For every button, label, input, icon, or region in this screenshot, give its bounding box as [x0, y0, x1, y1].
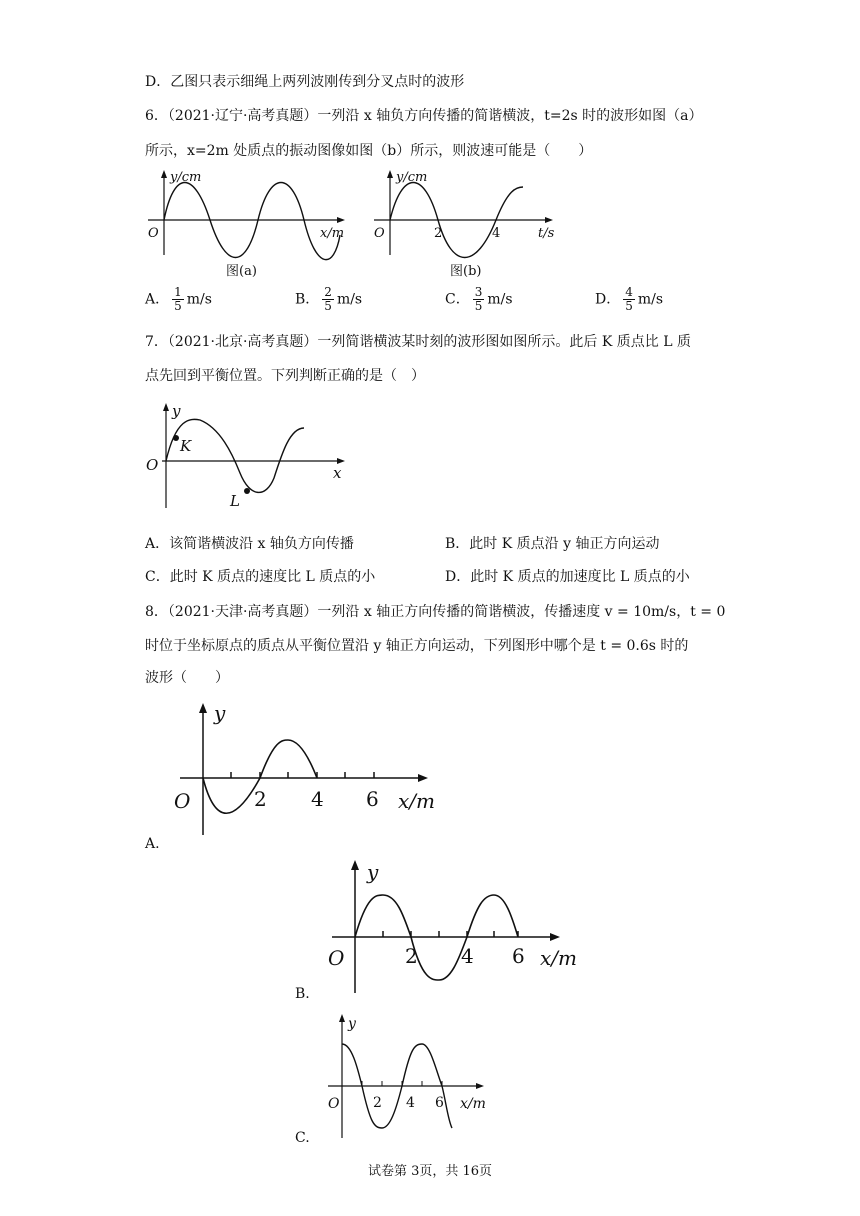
q8c-tick-2: 2: [373, 1095, 382, 1111]
q8b-origin: O: [328, 946, 345, 970]
q8a-origin: O: [174, 789, 191, 813]
q8-stem-line3: 波形（ ）: [145, 670, 229, 686]
q8-stem-line1: 8．（2021·天津·高考真题）一列沿 x 轴正方向传播的简谐横波，传播速度 v = 10m/s，t = 0: [145, 604, 726, 620]
q8c-origin: O: [328, 1096, 340, 1112]
q8-option-b-label: B.: [295, 986, 310, 1002]
q7-figure: [140, 398, 360, 513]
q6a-caption: 图(a): [226, 264, 257, 279]
q8a-tick-4: 4: [311, 787, 324, 811]
q8c-tick-4: 4: [406, 1095, 415, 1111]
q8b-tick-4: 4: [461, 944, 474, 968]
q7-option-d: D．此时 K 质点的加速度比 L 质点的小: [445, 569, 690, 585]
q8-figure-c: [320, 1010, 495, 1140]
q8a-ylabel: y: [214, 701, 226, 725]
q6b-tick-2: 2: [434, 226, 443, 241]
q5-option-d: D．乙图只表示细绳上两列波刚传到分叉点时的波形: [145, 74, 465, 90]
q6a-origin: O: [148, 226, 159, 241]
q6a-xlabel: x/m: [320, 226, 345, 241]
q6-option-b: B． $\frac{2}{5}$ m/s: [295, 285, 363, 313]
q7-origin: O: [146, 456, 159, 474]
q8-figure-a: [170, 700, 450, 840]
q8a-xlabel: x/m: [398, 789, 435, 813]
q8-stem-line2: 时位于坐标原点的质点从平衡位置沿 y 轴正方向运动，下列图形中哪个是 t = 0.6s 时的: [145, 638, 689, 654]
q7-option-c: C．此时 K 质点的速度比 L 质点的小: [145, 569, 376, 585]
q8a-tick-2: 2: [254, 787, 267, 811]
q6b-tick-4: 4: [492, 226, 501, 241]
q8a-tick-6: 6: [366, 787, 379, 811]
q6-option-c: C． $\frac{3}{5}$ m/s: [445, 285, 513, 313]
q6b-xlabel: t/s: [538, 226, 555, 241]
q6-figure-b: [368, 165, 568, 280]
q6-figure-a: [140, 165, 355, 280]
q6-option-a: A． $\frac{1}{5}$ m/s: [145, 285, 212, 313]
q6-option-d: D． $\frac{4}{5}$ m/s: [595, 285, 664, 313]
q6a-ylabel: y/cm: [170, 170, 202, 185]
q8b-tick-6: 6: [512, 944, 525, 968]
q7-option-b: B．此时 K 质点沿 y 轴正方向运动: [445, 536, 660, 552]
q8-figure-b: [322, 855, 592, 995]
q6b-origin: O: [374, 226, 385, 241]
q7-option-a: A．该简谐横波沿 x 轴负方向传播: [145, 536, 354, 552]
q7-xlabel: x: [333, 464, 342, 482]
q6b-caption: 图(b): [450, 264, 482, 279]
q8-option-c-label: C.: [295, 1130, 310, 1146]
q8b-ylabel: y: [367, 860, 379, 884]
q7-ylabel: y: [172, 402, 181, 420]
q7-label-k: K: [180, 437, 192, 455]
q6-stem-line2: 所示，x=2m 处质点的振动图像如图（b）所示，则波速可能是（ ）: [145, 143, 593, 159]
q8b-tick-2: 2: [405, 944, 418, 968]
q6b-ylabel: y/cm: [396, 170, 428, 185]
q8-option-a-label: A.: [145, 836, 160, 852]
q7-point-k: [173, 435, 179, 441]
q7-point-l: [244, 488, 250, 494]
q8c-xlabel: x/m: [460, 1096, 486, 1112]
q7-stem-line1: 7．（2021·北京·高考真题）一列简谐横波某时刻的波形图如图所示。此后 K 质点比 L 质: [145, 334, 691, 350]
q8c-tick-6: 6: [435, 1095, 444, 1111]
q7-label-l: L: [230, 492, 240, 510]
q6-stem-line1: 6．（2021·辽宁·高考真题）一列沿 x 轴负方向传播的简谐横波，t=2s 时的波形如图（a）: [145, 108, 703, 124]
page-footer: 试卷第 3页，共 16页: [367, 1164, 493, 1179]
q8b-xlabel: x/m: [540, 946, 577, 970]
q8c-ylabel: y: [348, 1016, 356, 1032]
q7-stem-line2: 点先回到平衡位置。下列判断正确的是（ ）: [145, 368, 425, 384]
